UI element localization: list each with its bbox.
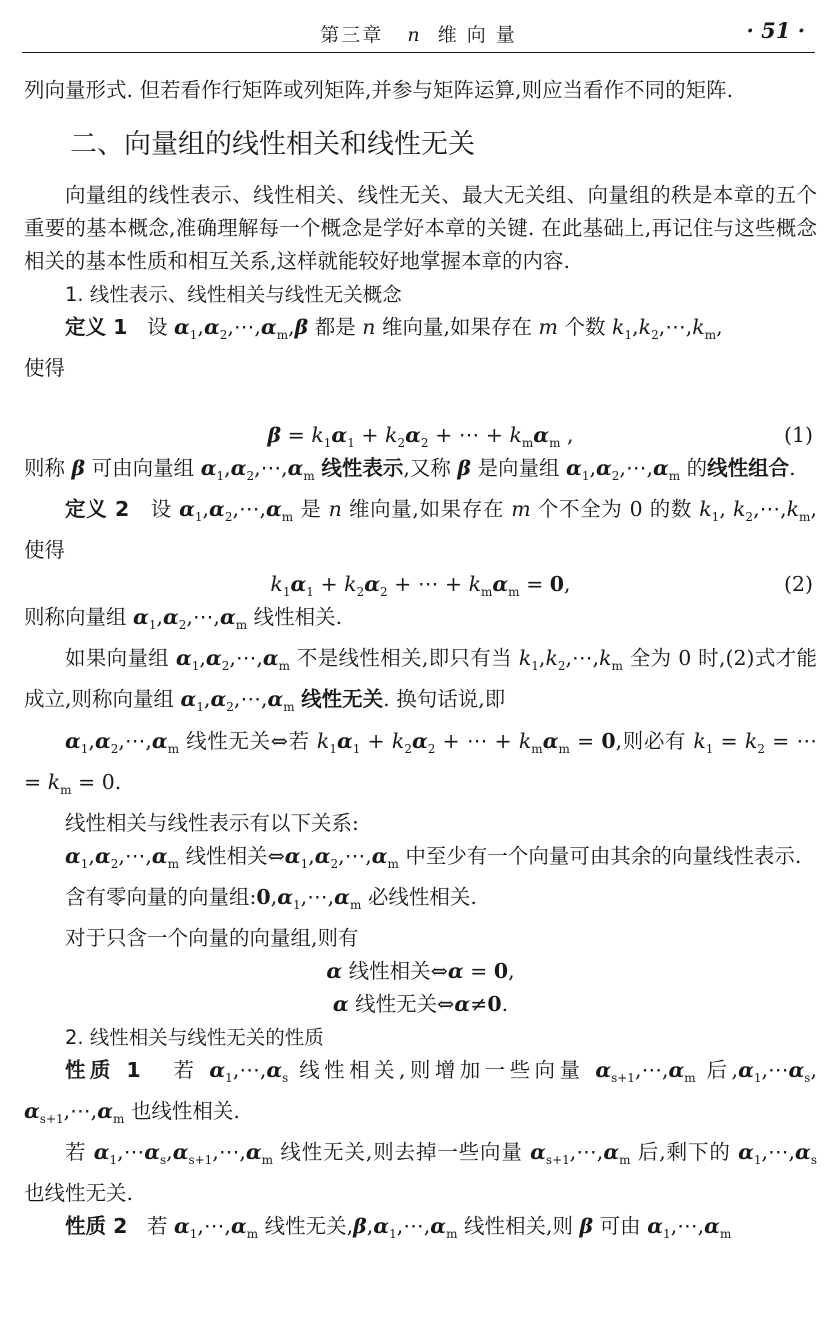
intro-paragraph: 向量组的线性表示、线性相关、线性无关、最大无关组、向量组的秩是本章的五个重要的基本概念,准确理解每一个概念是学好本章的关键. 在此基础上,再记住与这些概念相关的基本性质和相互关系,这样就能较好地掌握本章的内容. — [24, 183, 817, 273]
running-title: 第三章 n 维 向 量 — [320, 24, 517, 46]
subsection-1-heading: 1. 线性表示、线性相关与线性无关概念 — [65, 283, 402, 306]
single-independent: α 线性无关⇔α≠0. — [332, 991, 509, 1016]
property-1-converse: 若 $\alpha_1,\cdots\alpha_s,\alpha_{s+1},\cdots,\alpha_m$ 线性无关,则去掉一些向量 $\alpha_{s+1},\cdots,\alpha_m$ 后,剩下的 $\alpha_1,\cdots,\alpha_s$ 也线性无关. — [24, 1140, 817, 1206]
property-2: 性质 2 若 $\alpha_1,\cdots,\alpha_m$ 线性无关$,\beta,\alpha_1,\cdots,\alpha_m$ 线性相关,则 β 可由 $\alpha_1,\cdots,\alpha_m$ — [65, 1214, 732, 1242]
zero-vector-text: 含有零向量的向量组$:0,\alpha_1,\cdots,\alpha_m$ 必线性相关. — [65, 884, 477, 912]
equation-2: $k_1\alpha_1 + k_2\alpha_2$ + ⋯ + $k_m\alpha_m = 0$, (2) — [24, 567, 817, 601]
independent-def-text: 如果向量组 $\alpha_1,\alpha_2,\cdots,\alpha_m$ 不是线性相关,即只有当 $k_1,k_2,\cdots,k_m$ 全为 0 时,(2)式才能成立,则称向量组 $\alpha_1,\alpha_2,\cdots,\alpha_m$ 线性无关. 换句话说,即 — [24, 646, 817, 715]
definition-2: 定义 2 设 $\alpha_1,\alpha_2,\cdots,\alpha_m$ 是 n 维向量,如果存在 m 个不全为 0 的数 $k_1$, $k_2,\cdots,k_m$,使得 — [24, 497, 817, 563]
definition-1-tail: 使得 — [24, 356, 65, 381]
page-body — [24, 74, 817, 1251]
equation-1: $\beta = k_1\alpha_1 + k_2\alpha_2$ + ⋯ + $k_m\alpha_m$ , (1) — [24, 418, 817, 452]
single-dependent: α 线性相关⇔α = 0, — [326, 958, 515, 983]
paragraph-continued: 列向量形式. 但若看作行矩阵或列矩阵,并参与矩阵运算,则应当看作不同的矩阵. — [24, 78, 734, 102]
equation-2-number: (2) — [783, 572, 813, 597]
relation-text: 线性相关与线性表示有以下关系: — [65, 810, 359, 835]
dependent-def-text: 则称向量组 $\alpha_1,\alpha_2,\cdots,\alpha_m$ 线性相关. — [24, 605, 343, 633]
section-heading: 二、向量组的线性相关和线性无关 — [70, 129, 475, 160]
subsection-2-heading: 2. 线性相关与线性无关的性质 — [65, 1025, 324, 1049]
equation-1-number: (1) — [783, 423, 813, 448]
linear-representation-text: 则称 β 可由向量组 $\alpha_1,\alpha_2,\cdots,\alpha_m$ 线性表示,又称 β 是向量组 $\alpha_1,\alpha_2,\cdots,\alpha_m$ 的线性组合. — [24, 456, 796, 484]
independence-equivalence: $\alpha_1,\alpha_2,\cdots,\alpha_m$ 线性无关⇔若 $k_1\alpha_1 + k_2\alpha_2$ + ⋯ + $k_m\alpha_m = 0$,则必有 $k_1 = k_2$ = ⋯ = $k_m = 0$. — [24, 728, 817, 797]
definition-1: 定义 1 设 $\alpha_1,\alpha_2,\cdots,\alpha_m,\beta$ 都是 n 维向量,如果存在 m 个数 $k_1,k_2,\cdots,k_m$, — [65, 315, 723, 343]
property-1: 性质 1 若 $\alpha_1,\cdots,\alpha_s$ 线性相关,则增加一些向量 $\alpha_{s+1},\cdots,\alpha_m$ 后$,\alpha_1,\cdots\alpha_s$, $\alpha_{s+1},\cdots,\alpha_m$ 也线性相关. — [24, 1057, 817, 1127]
page-number: · 51 · — [746, 18, 805, 43]
single-vector-text: 对于只含一个向量的向量组,则有 — [65, 925, 359, 950]
page-header — [22, 18, 815, 53]
dependence-equivalence: $\alpha_1,\alpha_2,\cdots,\alpha_m$ 线性相关$\Leftrightarrow\alpha_1,\alpha_2,\cdots,\alpha_m$ 中至少有一个向量可由其余的向量线性表示. — [65, 843, 802, 871]
